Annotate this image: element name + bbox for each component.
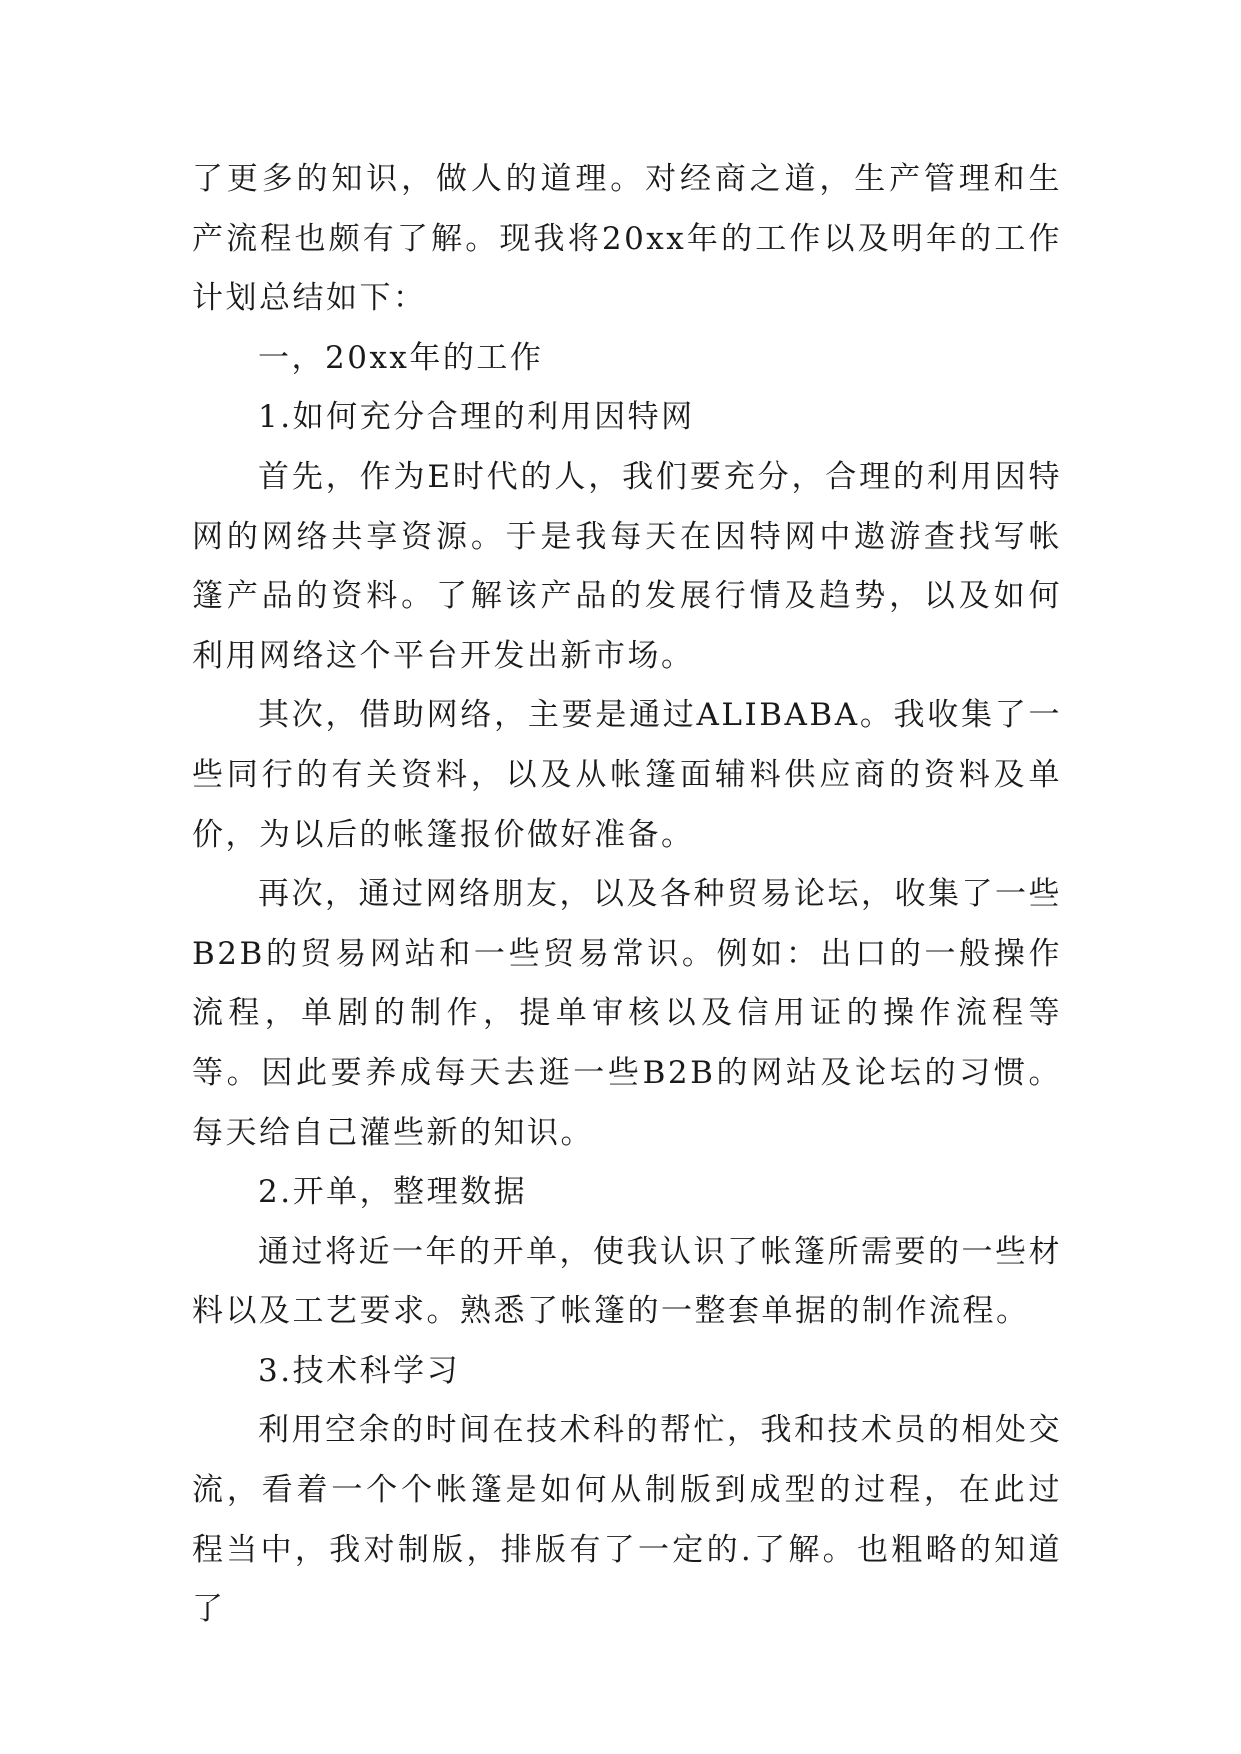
document-body: [192, 150, 1062, 1640]
paragraph: 通过将近一年的开单，使我认识了帐篷所需要的一些材料以及工艺要求。熟悉了帐篷的一整套单据的制作流程。: [192, 1233, 1062, 1330]
subsection-heading: 2.开单，整理数据: [258, 1174, 528, 1211]
paragraph: 首先，作为E时代的人，我们要充分，合理的利用因特网的网络共享资源。于是我每天在因特网中遨游查找写帐篷产品的资料。了解该产品的发展行情及趋势，以及如何利用网络这个平台开发出新市场。: [192, 458, 1062, 674]
section-heading: 一，20xx年的工作: [258, 339, 544, 376]
paragraph: 其次，借助网络，主要是通过ALIBABA。我收集了一些同行的有关资料，以及从帐篷面辅料供应商的资料及单价，为以后的帐篷报价做好准备。: [192, 697, 1062, 853]
subsection-heading: 3.技术科学习: [258, 1352, 461, 1389]
subsection-heading: 1.如何充分合理的利用因特网: [258, 399, 695, 436]
paragraph: 再次，通过网络朋友，以及各种贸易论坛，收集了一些B2B的贸易网站和一些贸易常识。例如：出口的一般操作流程，单剧的制作，提单审核以及信用证的操作流程等等。因此要养成每天去逛一些B2B的网站及论坛的习惯。每天给自己灌些新的知识。: [192, 876, 1062, 1151]
paragraph: 利用空余的时间在技术科的帮忙，我和技术员的相处交流，看着一个个帐篷是如何从制版到成型的过程，在此过程当中，我对制版，排版有了一定的.了解。也粗略的知道了: [192, 1412, 1062, 1628]
paragraph: 了更多的知识，做人的道理。对经商之道，生产管理和生产流程也颇有了解。现我将20xx年的工作以及明年的工作计划总结如下：: [192, 161, 1062, 317]
